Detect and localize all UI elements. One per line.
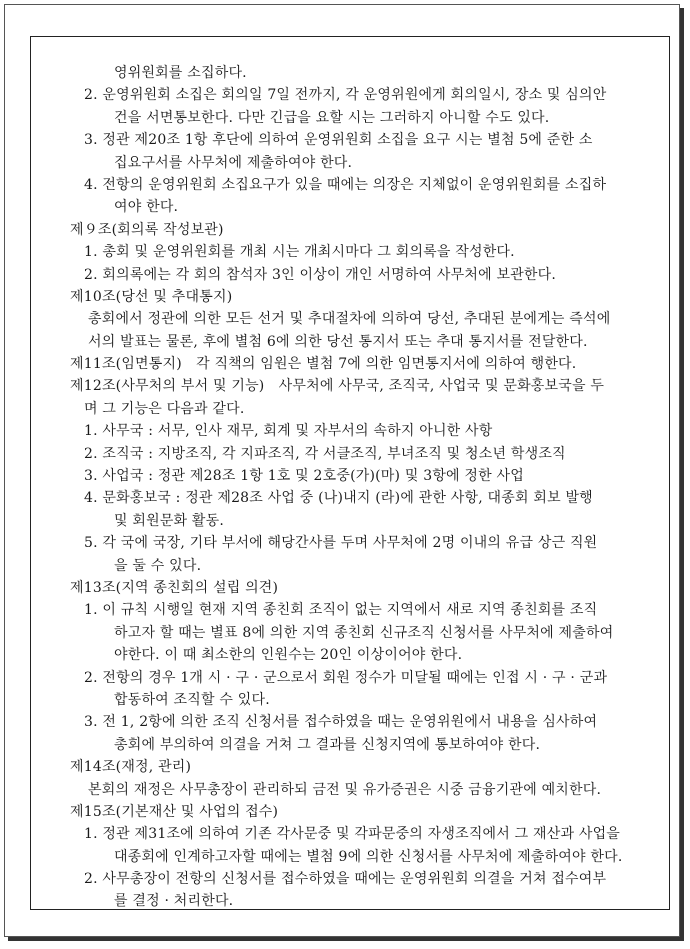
text-line: 제12조(사무처의 부서 및 기능) 사무처에 사무국, 조직국, 사업국 및 문화홍보국을 두 <box>70 378 605 395</box>
text-line: 1. 사무국 : 서무, 인사 재무, 회계 및 자부서의 속하지 아니한 사항 <box>84 423 493 440</box>
text-line: 총회에 부의하여 의결을 거쳐 그 결과를 신청지역에 통보하여야 한다. <box>114 736 541 753</box>
text-line: 야한다. 이 때 최소한의 인원수는 20인 이상이어야 한다. <box>114 647 463 664</box>
text-line: 2. 회의록에는 각 회의 참석자 3인 이상이 개인 서명하여 사무처에 보관한다. <box>84 266 557 283</box>
text-line: 제10조(당선 및 추대통지) <box>70 288 233 305</box>
text-line: 제13조(지역 종친회의 설립 의견) <box>70 579 279 596</box>
text-line: 5. 각 국에 국장, 기타 부서에 해당간사를 두며 사무처에 2명 이내의 유급 상근 직원 <box>84 535 598 552</box>
text-line: 제11조(임면통지) 각 직책의 임원은 별첨 7에 의한 임면통지서에 의하여 행한다. <box>70 356 577 373</box>
text-line: 건을 서면통보한다. 다만 긴급을 요할 시는 그러하지 아니할 수도 있다. <box>114 109 550 126</box>
text-line: 2. 전항의 경우 1개 시 · 구 · 군으로서 회원 정수가 미달될 때에는 인접 시 · 구 · 군과 <box>84 669 608 686</box>
text-line: 서의 발표는 물론, 후에 별첨 6에 의한 당선 통지서 또는 추대 통지서를 전달한다. <box>88 333 588 350</box>
text-line: 집요구서를 사무처에 제출하여야 한다. <box>114 154 353 171</box>
document-body <box>70 62 640 913</box>
text-line: 2. 사무총장이 전항의 신청서를 접수하였을 때에는 운영위원회 의결을 거쳐 접수여부 <box>84 871 607 888</box>
text-line: 3. 사업국 : 정관 제28조 1항 1호 및 2호중(가)(마) 및 3항에 정한 사업 <box>84 468 524 485</box>
text-line: 3. 정관 제20조 1항 후단에 의하여 운영위원회 소집을 요구 시는 별첨 5에 준한 소 <box>84 132 593 149</box>
text-line: 하고자 할 때는 별표 8에 의한 지역 종친회 신규조직 신청서를 사무처에 제출하여 <box>114 624 614 641</box>
text-line: 1. 총회 및 운영위원회를 개최 시는 개최시마다 그 회의록을 작성한다. <box>84 244 515 261</box>
text-line: 총회에서 정관에 의한 모든 선거 및 추대절차에 의하여 당선, 추대된 분에게는 즉석에 <box>88 311 611 328</box>
text-line: 를 결정 · 처리한다. <box>114 893 234 910</box>
text-line: 2. 조직국 : 지방조직, 각 지파조직, 각 서클조직, 부녀조직 및 청소년 학생조직 <box>84 445 566 462</box>
text-line: 2. 운영위원회 소집은 회의일 7일 전까지, 각 운영위원에게 회의일시, 장소 및 심의안 <box>84 87 607 104</box>
text-line: 대종회에 인계하고자할 때에는 별첨 9에 의한 신청서를 사무처에 제출하여야 한다. <box>114 848 623 865</box>
text-line: 여야 한다. <box>114 199 179 216</box>
text-line: 및 회원문화 활동. <box>114 512 225 529</box>
text-line: 제14조(재정, 관리) <box>70 759 192 776</box>
text-line: 1. 정관 제31조에 의하여 기존 각사문중 및 각파문중의 자생조직에서 그 재산과 사업을 <box>84 826 621 843</box>
text-line: 을 둘 수 있다. <box>114 557 202 574</box>
text-line: 합동하여 조직할 수 있다. <box>114 691 270 708</box>
text-line: 본회의 재정은 사무총장이 관리하되 금전 및 유가증권은 시중 금융기관에 예치한다. <box>88 781 602 798</box>
text-line: 4. 문화홍보국 : 정관 제28조 사업 중 (나)내지 (라)에 관한 사항, 대종회 회보 발행 <box>84 490 593 507</box>
text-line: 4. 전항의 운영위원회 소집요구가 있을 때에는 의장은 지체없이 운영위원회를 소집하 <box>84 176 607 193</box>
text-line: 제９조(회의록 작성보관) <box>70 221 224 238</box>
text-line: 제15조(기본재산 및 사업의 접수) <box>70 803 279 820</box>
text-line: 며 그 기능은 다음과 같다. <box>84 400 245 417</box>
text-line: 1. 이 규칙 시행일 현재 지역 종친회 조직이 없는 지역에서 새로 지역 종친회를 조직 <box>84 602 598 619</box>
text-line: 3. 전 1, 2항에 의한 조직 신청서를 접수하였을 때는 운영위원에서 내용을 심사하여 <box>84 714 598 731</box>
text-line: 영위원회를 소집하다. <box>114 65 247 81</box>
